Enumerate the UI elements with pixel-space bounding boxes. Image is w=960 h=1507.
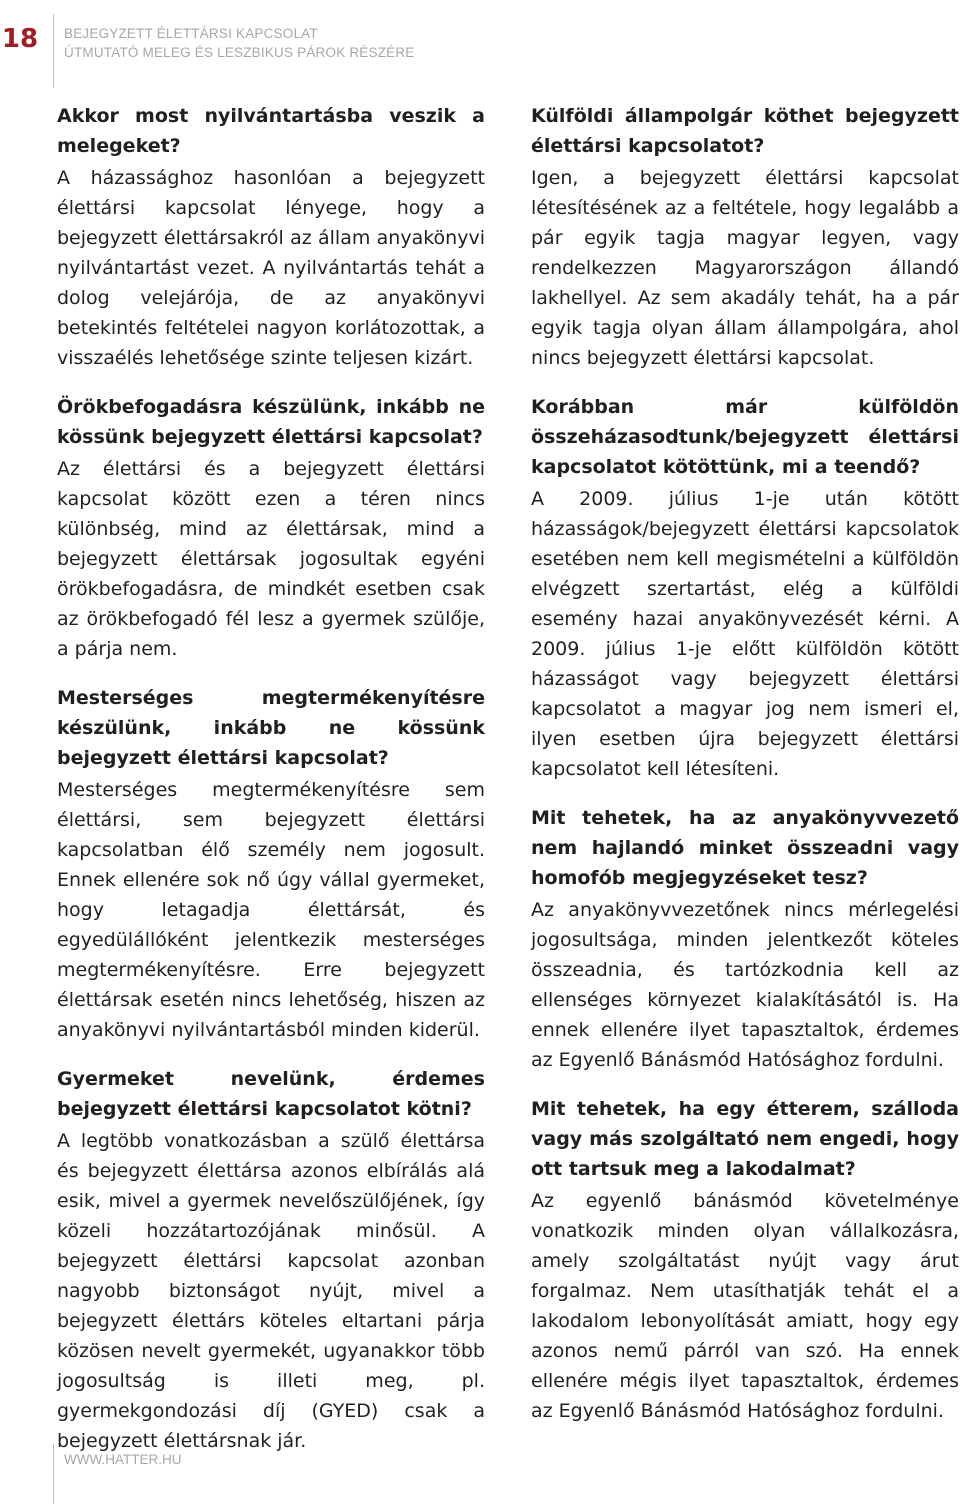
faq-question: Mesterséges megtermékenyítésre készülünk, inkább ne kössünk bejegyzett élettársi kapcsolat?	[57, 687, 485, 769]
faq-question: Korábban már külföldön összeházasodtunk/bejegyzett élettársi kapcsolatot kötöttünk, mi a teendő?	[531, 396, 959, 478]
footer-url: WWW.HATTER.HU	[64, 1452, 182, 1467]
faq-answer: Mesterséges megtermékenyítésre sem élettársi, sem bejegyzett élettársi kapcsolatban élő személy nem jogosult. Ennek ellenére sok nő úgy vállal gyermeket, hogy letagadja élettársát, és egyedülállóként jelentkezik mesterséges megtermékenyítésre. Erre bejegyzett élettársak esetén nincs lehetőség, hiszen az anyakönyvi nyilvántartásból minden kiderül.	[57, 779, 485, 1041]
faq-answer: Az anyakönyvvezetőnek nincs mérlegelési jogosultsága, minden jelentkezőt köteles összeadnia, és tartózkodnia kell az ellenséges környezet kialakításától is. Ha ennek ellenére ilyet tapasztaltok, érdemes az Egyenlő Bánásmód Hatósághoz fordulni.	[531, 899, 959, 1071]
faq-answer: A házassághoz hasonlóan a bejegyzett élettársi kapcsolat lényege, hogy a bejegyzett élettársakról az állam anyakönyvi nyilvántartást vezet. A nyilvántartás tehát a dolog velejárója, de az anyakönyvi betekintés feltételei nagyon korlátozottak, a visszaélés lehetősége szinte teljesen kizárt.	[57, 167, 485, 369]
faq-question: Örökbefogadásra készülünk, inkább ne kössünk bejegyzett élettársi kapcsolat?	[57, 396, 485, 448]
faq-answer: A legtöbb vonatkozásban a szülő élettársa és bejegyzett élettársa azonos elbírálás alá esik, mivel a gyermek nevelőszülőjének, így közeli hozzátartozójának minősül. A bejegyzett élettársi kapcsolat azonban nagyobb biztonságot nyújt, mivel a bejegyzett élettárs köteles eltartani párja közösen nevelt gyermekét, ugyanakkor több jogosultság is illeti meg, pl. gyermekgondozási díj (GYED) csak a bejegyzett élettársnak jár.	[57, 1130, 485, 1452]
faq-section	[531, 1094, 959, 1426]
faq-section	[57, 101, 485, 373]
faq-question: Akkor most nyilvántartásba veszik a melegeket?	[57, 105, 485, 157]
faq-question: Mit tehetek, ha az anyakönyvvezető nem hajlandó minket összeadni vagy homofób megjegyzéseket tesz?	[531, 807, 959, 889]
header-divider	[53, 14, 54, 88]
faq-answer: Az egyenlő bánásmód követelménye vonatkozik minden olyan vállalkozásra, amely szolgáltatást nyújt vagy árut forgalmaz. Nem utasíthatják tehát el a lakodalom lebonyolítását amiatt, hogy egy azonos nemű párról van szó. Ha ennek ellenére mégis ilyet tapasztaltok, érdemes az Egyenlő Bánásmód Hatósághoz fordulni.	[531, 1190, 959, 1422]
faq-question: Mit tehetek, ha egy étterem, szálloda vagy más szolgáltató nem engedi, hogy ott tartsuk meg a lakodalmat?	[531, 1098, 959, 1180]
faq-section	[531, 392, 959, 784]
faq-section	[531, 803, 959, 1075]
right-column	[531, 101, 959, 1445]
faq-question: Gyermeket nevelünk, érdemes bejegyzett élettársi kapcsolatot kötni?	[57, 1068, 485, 1120]
page-number: 18	[1, 24, 39, 54]
header-title: BEJEGYZETT ÉLETTÁRSI KAPCSOLAT	[64, 26, 318, 41]
faq-answer: Igen, a bejegyzett élettársi kapcsolat létesítésének az a feltétele, hogy legalább a pár egyik tagja magyar legyen, vagy rendelkezzen Magyarországon állandó lakhellyel. Az sem akadály tehát, ha a pár egyik tagja olyan állam állampolgára, ahol nincs bejegyzett élettársi kapcsolat.	[531, 167, 959, 369]
faq-section	[57, 683, 485, 1045]
left-column	[57, 101, 485, 1475]
faq-section	[57, 1064, 485, 1456]
faq-section	[57, 392, 485, 664]
running-header	[64, 24, 415, 62]
faq-section	[531, 101, 959, 373]
faq-question: Külföldi állampolgár köthet bejegyzett élettársi kapcsolatot?	[531, 105, 959, 157]
header-subtitle: ÚTMUTATÓ MELEG ÉS LESZBIKUS PÁROK RÉSZÉRE	[64, 45, 415, 60]
footer-divider	[53, 1444, 54, 1504]
faq-answer: Az élettársi és a bejegyzett élettársi kapcsolat között ezen a téren nincs különbség, mind az élettársak, mind a bejegyzett élettársak jogosultak egyéni örökbefogadásra, de mindkét esetben csak az örökbefogadó fél lesz a gyermek szülője, a párja nem.	[57, 458, 485, 660]
faq-answer: A 2009. július 1-je után kötött házasságok/bejegyzett élettársi kapcsolatok esetében nem kell megismételni a külföldön elvégzett szertartást, elég a külföldi esemény hazai anyakönyvezését kérni. A 2009. július 1-je előtt külföldön kötött házasságot vagy bejegyzett élettársi kapcsolatot a magyar jog nem ismeri el, ilyen esetben újra bejegyzett élettársi kapcsolatot kell létesíteni.	[531, 488, 959, 780]
